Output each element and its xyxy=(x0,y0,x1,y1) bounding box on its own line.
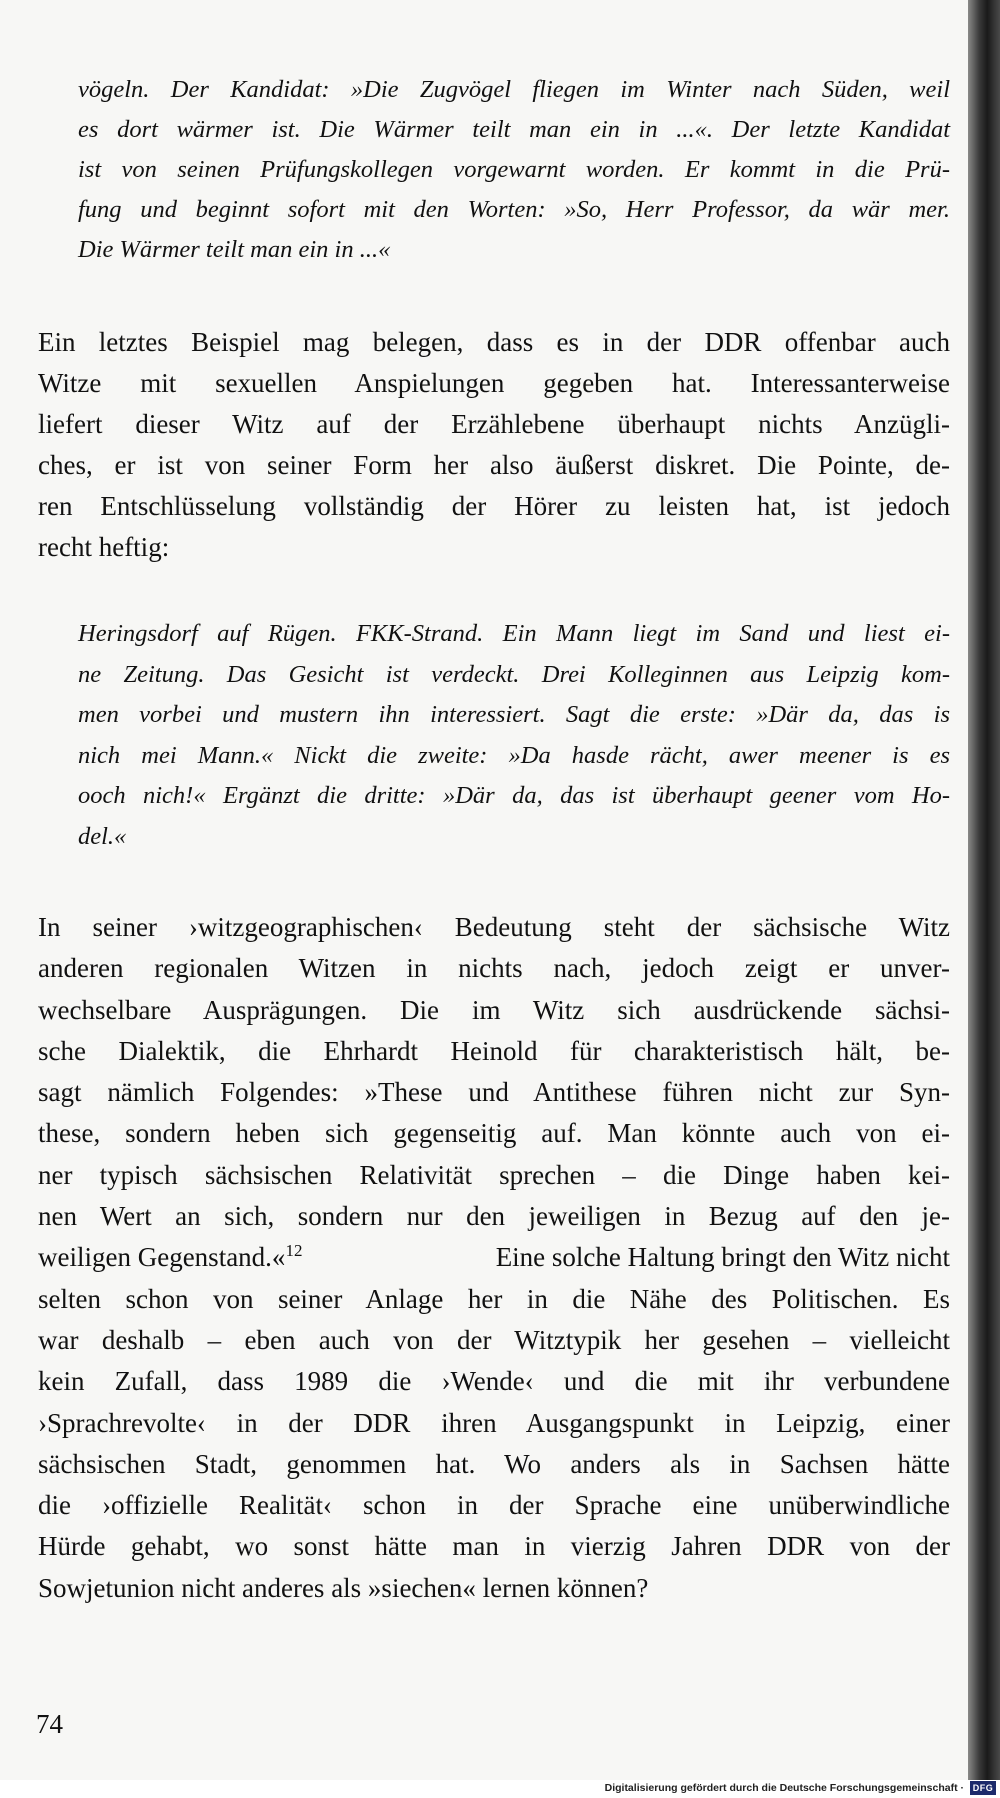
paragraph-line: wechselbare Ausprägungen. Die im Witz sich ausdrückende sächsi- xyxy=(38,994,950,1025)
quote-line: vögeln. Der Kandidat: »Die Zugvögel fliegen im Winter nach Süden, weil xyxy=(78,76,950,103)
paragraph-text: weiligen Gegenstand.« xyxy=(38,1242,286,1273)
quote-line: Die Wärmer teilt man ein in ...« xyxy=(78,236,391,263)
paragraph-line-with-footnote xyxy=(38,1237,950,1278)
paragraph-line: sächsischen Stadt, genommen hat. Wo anders als in Sachsen hätte xyxy=(38,1448,950,1479)
quote-line: es dort wärmer ist. Die Wärmer teilt man ein in ...«. Der letzte Kandidat xyxy=(78,116,950,143)
paragraph-line: Hürde gehabt, wo sonst hätte man in vierzig Jahren DDR von der xyxy=(38,1531,950,1562)
footnote-marker: 12 xyxy=(285,1241,303,1261)
paragraph-line: die ›offizielle Realität‹ schon in der Sprache eine unüberwindliche xyxy=(38,1490,950,1521)
paragraph-line: liefert dieser Witz auf der Erzählebene überhaupt nichts Anzügli- xyxy=(38,409,950,439)
paragraph-line: Ein letztes Beispiel mag belegen, dass es in der DDR offenbar auch xyxy=(38,327,950,357)
paragraph-line: ›Sprachrevolte‹ in der DDR ihren Ausgangspunkt in Leipzig, einer xyxy=(38,1407,950,1438)
paragraph-line: war deshalb – eben auch von der Witztypik her gesehen – vielleicht xyxy=(38,1324,950,1355)
paragraph-line: anderen regionalen Witzen in nichts nach, jedoch zeigt er unver- xyxy=(38,953,950,984)
body-paragraph-1 xyxy=(38,322,950,568)
quote-line: men vorbei und mustern ihn interessiert. Sagt die erste: »Där da, das is xyxy=(78,701,950,728)
paragraph-line: recht heftig: xyxy=(38,532,170,562)
quote-line: Heringsdorf auf Rügen. FKK-Strand. Ein Mann liegt im Sand und liest ei- xyxy=(78,620,950,647)
paragraph-line: Sowjetunion nicht anderes als »siechen« lernen können? xyxy=(38,1572,649,1603)
page-number: 74 xyxy=(36,1709,63,1739)
paragraph-line: In seiner ›witzgeographischen‹ Bedeutung steht der sächsische Witz xyxy=(38,912,950,942)
book-binding-shadow xyxy=(968,0,1000,1780)
paragraph-line: Witze mit sexuellen Anspielungen gegeben hat. Interessanterweise xyxy=(38,368,950,398)
paragraph-line: ches, er ist von seiner Form her also äußerst diskret. Die Pointe, de- xyxy=(38,450,950,480)
quote-line: del.« xyxy=(78,822,127,850)
quote-line: ooch nich!« Ergänzt die dritte: »Där da, das ist überhaupt geener vom Ho- xyxy=(78,782,950,809)
paragraph-text: Eine solche Haltung bringt den Witz nicht xyxy=(495,1242,950,1273)
quote-line: nich mei Mann.« Nickt die zweite: »Da hasde rächt, awer meener is es xyxy=(78,741,950,769)
digitization-credit: Digitalisierung gefördert durch die Deutsche Forschungsgemeinschaft · xyxy=(604,1782,964,1794)
paragraph-line: nen Wert an sich, sondern nur den jeweiligen in Bezug auf den je- xyxy=(38,1201,950,1232)
block-quote-exam-joke xyxy=(78,70,950,270)
quote-line: ist von seinen Prüfungskollegen vorgewarnt worden. Er kommt in die Prü- xyxy=(78,156,950,183)
paragraph-line: these, sondern heben sich gegenseitig auf. Man könnte auch von ei- xyxy=(38,1118,950,1149)
paragraph-line: sagt nämlich Folgendes: »These und Antithese führen nicht zur Syn- xyxy=(38,1077,950,1108)
paragraph-line: ren Entschlüsselung vollständig der Hörer zu leisten hat, ist jedoch xyxy=(38,491,950,521)
paragraph-line: selten schon von seiner Anlage her in die Nähe des Politischen. Es xyxy=(38,1283,950,1314)
paragraph-line: sche Dialektik, die Ehrhardt Heinold für charakteristisch hält, be- xyxy=(38,1035,950,1066)
quote-line: fung und beginnt sofort mit den Worten: »So, Herr Professor, da wär mer. xyxy=(78,196,950,223)
paragraph-line: kein Zufall, dass 1989 die ›Wende‹ und die mit ihr verbundene xyxy=(38,1366,950,1397)
paragraph-line: ner typisch sächsischen Relativität sprechen – die Dinge haben kei- xyxy=(38,1159,950,1190)
quote-line: ne Zeitung. Das Gesicht ist verdeckt. Drei Kolleginnen aus Leipzig kom- xyxy=(78,660,950,688)
dfg-logo-icon: DFG xyxy=(970,1781,996,1795)
block-quote-beach-joke xyxy=(78,614,950,857)
body-paragraph-2 xyxy=(38,907,950,1609)
